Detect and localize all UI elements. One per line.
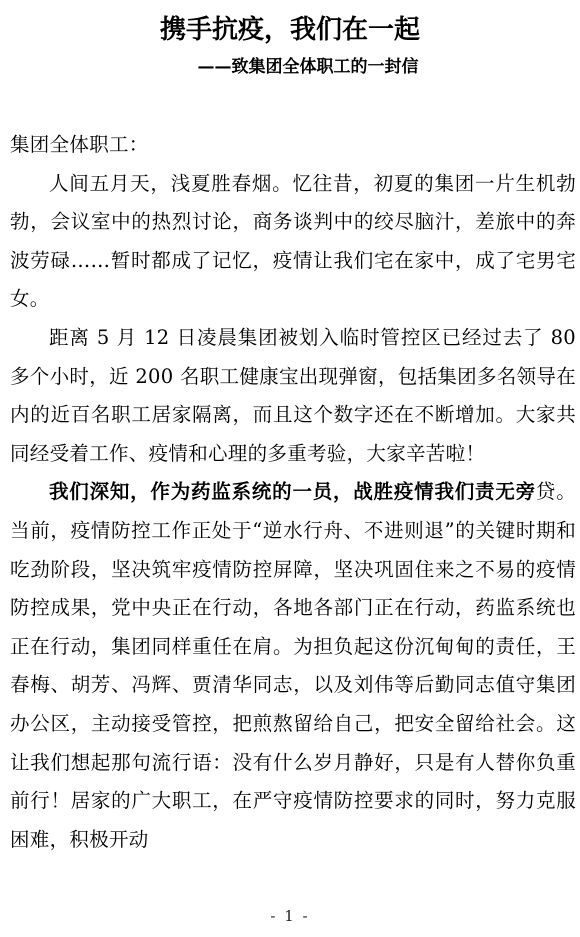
letter-subtitle: ——致集团全体职工的一封信 [197,57,419,77]
paragraph-2: 距离 5 月 12 日凌晨集团被划入临时管控区已经过去了 80 多个小时，近 200 名职工健康宝出现弹窗，包括集团多名领导在内的近百名职工居家隔离，而且这个数字还在不断增加。大家共同经受着工作、疫情和心理的多重考验，大家辛苦啦！ [10,325,576,465]
paragraph-1: 人间五月天，浅夏胜春烟。忆往昔，初夏的集团一片生机勃勃，会议室中的热烈讨论，商务谈判中的绞尽脑汁，差旅中的奔波劳碌……暂时都成了记忆，疫情让我们宅在家中，成了宅男宅女。 [10,171,576,311]
salutation: 集团全体职工： [10,133,149,156]
paragraph-3-bold-lead: 我们深知，作为药监系统的一员，战胜疫情我们责无旁 [49,480,536,504]
paragraph-3-text: 贷。当前，疫情防控工作正处于“逆水行舟、不进则退”的关键时期和吃劲阶段，坚决筑牢疫情防控屏障，坚决巩固住来之不易的疫情防控成果，党中央正在行动，各地各部门正在行动，药监系统也正在行动，集团同样重任在肩。为担负起这份沉甸甸的责任，王春梅、胡芳、冯辉、贾清华同志，以及刘伟等后勤同志值守集团办公区，主动接受管控，把煎熬留给自己，把安全留给社会。这让我们想起那句流行语：没有什么岁月静好，只是有人替你负重前行！居家的广大职工，在严守疫情防控要求的同时，努力克服困难，积极开动 [10,480,576,851]
paragraph-3 [10,473,576,859]
page-number: - 1 - [270,907,310,925]
letter-title: 携手抗疫，我们在一起 [159,15,420,45]
letter-body [10,126,576,859]
